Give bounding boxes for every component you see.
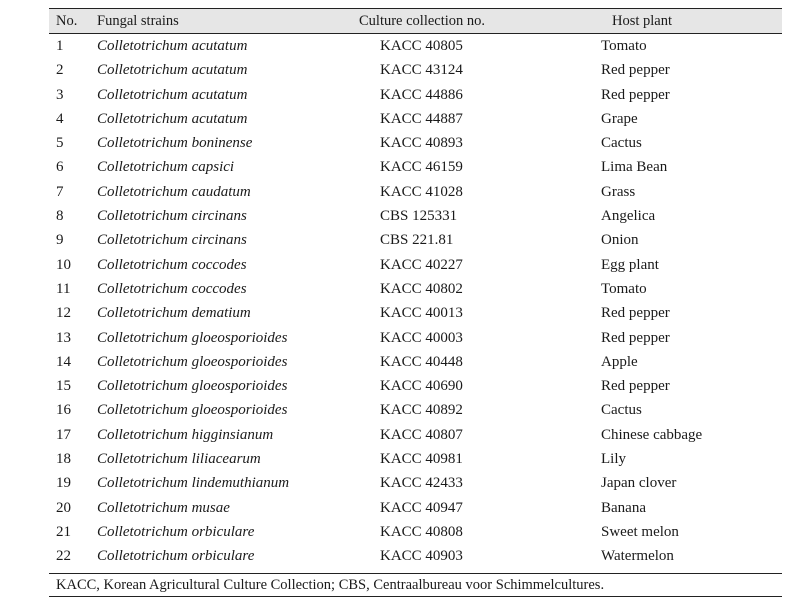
- table-row: [49, 204, 782, 228]
- table-row: [49, 253, 782, 277]
- table-row: [49, 350, 782, 374]
- cell-no: 18: [56, 451, 71, 468]
- table-row: [49, 155, 782, 179]
- cell-culture-collection: KACC 42433: [380, 475, 463, 492]
- cell-fungal-strain: Colletotrichum liliacearum: [97, 451, 261, 468]
- cell-no: 12: [56, 305, 71, 322]
- table-row: [49, 398, 782, 422]
- cell-host-plant: Lima Bean: [601, 159, 668, 176]
- cell-host-plant: Banana: [601, 499, 646, 516]
- cell-fungal-strain: Colletotrichum orbiculare: [97, 523, 255, 540]
- cell-culture-collection: KACC 40690: [380, 378, 463, 395]
- cell-fungal-strain: Colletotrichum gloeosporioides: [97, 378, 288, 395]
- cell-host-plant: Lily: [601, 451, 626, 468]
- table-row: [49, 496, 782, 520]
- cell-fungal-strain: Colletotrichum acutatum: [97, 110, 248, 127]
- cell-culture-collection: CBS 125331: [380, 208, 458, 225]
- cell-fungal-strain: Colletotrichum lindemuthianum: [97, 475, 290, 492]
- cell-culture-collection: KACC 40013: [380, 305, 463, 322]
- cell-culture-collection: KACC 40448: [380, 353, 463, 370]
- cell-fungal-strain: Colletotrichum caudatum: [97, 183, 251, 200]
- cell-no: 19: [56, 475, 71, 492]
- cell-no: 7: [56, 183, 64, 200]
- cell-host-plant: Angelica: [601, 208, 656, 225]
- table-row: [49, 58, 782, 82]
- cell-no: 13: [56, 329, 71, 346]
- table-row: [49, 374, 782, 398]
- cell-host-plant: Japan clover: [601, 475, 677, 492]
- cell-no: 3: [56, 86, 64, 103]
- table-row: [49, 34, 782, 58]
- cell-fungal-strain: Colletotrichum boninense: [97, 135, 253, 152]
- table-header-row: [49, 8, 782, 34]
- table-row: [49, 228, 782, 252]
- cell-no: 15: [56, 378, 71, 395]
- table-row: [49, 471, 782, 495]
- table-row: [49, 107, 782, 131]
- table-row: [49, 423, 782, 447]
- cell-culture-collection: KACC 46159: [380, 159, 463, 176]
- cell-host-plant: Grass: [601, 183, 636, 200]
- cell-host-plant: Watermelon: [601, 548, 674, 565]
- cell-host-plant: Cactus: [601, 135, 642, 152]
- footnote-text: KACC, Korean Agricultural Culture Collection; CBS, Centraalbureau voor Schimmelcultures.: [56, 576, 605, 593]
- cell-fungal-strain: Colletotrichum orbiculare: [97, 548, 255, 565]
- cell-fungal-strain: Colletotrichum acutatum: [97, 38, 248, 54]
- cell-host-plant: Tomato: [601, 280, 647, 297]
- cell-no: 1: [56, 38, 64, 54]
- table-footnote: [49, 573, 782, 597]
- table-row: [49, 544, 782, 568]
- cell-culture-collection: KACC 40227: [380, 256, 463, 273]
- header-no: No.: [56, 13, 78, 29]
- cell-host-plant: Red pepper: [601, 378, 670, 395]
- cell-host-plant: Red pepper: [601, 86, 670, 103]
- cell-host-plant: Chinese cabbage: [601, 426, 703, 443]
- cell-culture-collection: KACC 44887: [380, 110, 463, 127]
- cell-fungal-strain: Colletotrichum circinans: [97, 232, 247, 249]
- fungal-strains-table: [49, 8, 782, 597]
- cell-fungal-strain: Colletotrichum gloeosporioides: [97, 353, 288, 370]
- cell-no: 10: [56, 256, 71, 273]
- cell-fungal-strain: Colletotrichum capsici: [97, 159, 235, 176]
- table-row: [49, 326, 782, 350]
- cell-host-plant: Sweet melon: [601, 523, 679, 540]
- cell-no: 9: [56, 232, 64, 249]
- cell-no: 21: [56, 523, 71, 540]
- cell-culture-collection: KACC 41028: [380, 183, 463, 200]
- cell-fungal-strain: Colletotrichum coccodes: [97, 256, 247, 273]
- cell-culture-collection: KACC 40947: [380, 499, 463, 516]
- cell-fungal-strain: Colletotrichum acutatum: [97, 62, 248, 79]
- cell-culture-collection: KACC 43124: [380, 62, 463, 79]
- cell-culture-collection: KACC 40805: [380, 38, 463, 54]
- cell-no: 2: [56, 62, 64, 79]
- cell-host-plant: Apple: [601, 353, 638, 370]
- table-row: [49, 83, 782, 107]
- cell-host-plant: Grape: [601, 110, 638, 127]
- cell-host-plant: Tomato: [601, 38, 647, 54]
- cell-culture-collection: CBS 221.81: [380, 232, 454, 249]
- cell-culture-collection: KACC 40808: [380, 523, 463, 540]
- cell-culture-collection: KACC 44886: [380, 86, 463, 103]
- cell-no: 14: [56, 353, 71, 370]
- cell-no: 22: [56, 548, 71, 565]
- table-row: [49, 301, 782, 325]
- cell-no: 6: [56, 159, 64, 176]
- table-row: [49, 180, 782, 204]
- cell-no: 11: [56, 280, 71, 297]
- cell-fungal-strain: Colletotrichum circinans: [97, 208, 247, 225]
- cell-culture-collection: KACC 40903: [380, 548, 463, 565]
- header-host-plant: Host plant: [612, 13, 673, 29]
- cell-fungal-strain: Colletotrichum acutatum: [97, 86, 248, 103]
- cell-fungal-strain: Colletotrichum coccodes: [97, 280, 247, 297]
- cell-culture-collection: KACC 40893: [380, 135, 463, 152]
- cell-no: 16: [56, 402, 71, 419]
- table-row: [49, 520, 782, 544]
- header-fungal-strains: Fungal strains: [97, 13, 179, 29]
- header-culture-collection: Culture collection no.: [359, 13, 486, 29]
- cell-fungal-strain: Colletotrichum gloeosporioides: [97, 402, 288, 419]
- cell-fungal-strain: Colletotrichum higginsianum: [97, 426, 274, 443]
- cell-culture-collection: KACC 40003: [380, 329, 463, 346]
- cell-culture-collection: KACC 40802: [380, 280, 463, 297]
- table-row: [49, 447, 782, 471]
- cell-culture-collection: KACC 40807: [380, 426, 463, 443]
- cell-culture-collection: KACC 40981: [380, 451, 463, 468]
- cell-host-plant: Cactus: [601, 402, 642, 419]
- cell-culture-collection: KACC 40892: [380, 402, 463, 419]
- cell-no: 20: [56, 499, 71, 516]
- table-body: [49, 34, 782, 569]
- table-row: [49, 131, 782, 155]
- cell-host-plant: Red pepper: [601, 305, 670, 322]
- cell-host-plant: Red pepper: [601, 62, 670, 79]
- cell-no: 8: [56, 208, 64, 225]
- cell-fungal-strain: Colletotrichum gloeosporioides: [97, 329, 288, 346]
- cell-no: 4: [56, 110, 64, 127]
- cell-fungal-strain: Colletotrichum dematium: [97, 305, 251, 322]
- cell-host-plant: Egg plant: [601, 256, 659, 273]
- table-row: [49, 277, 782, 301]
- cell-no: 17: [56, 426, 71, 443]
- cell-no: 5: [56, 135, 64, 152]
- cell-host-plant: Onion: [601, 232, 639, 249]
- cell-fungal-strain: Colletotrichum musae: [97, 499, 230, 516]
- cell-host-plant: Red pepper: [601, 329, 670, 346]
